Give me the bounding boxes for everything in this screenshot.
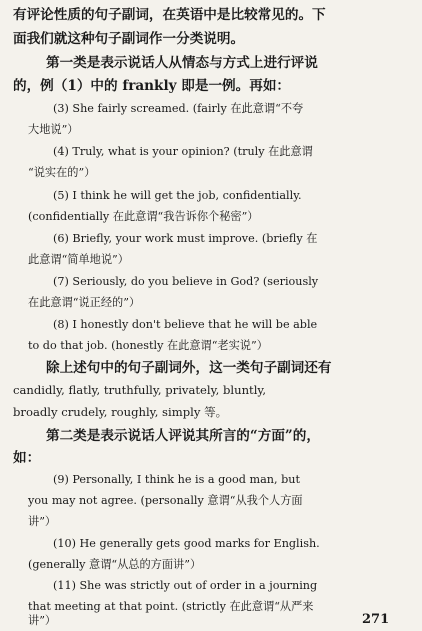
text-line-9: (5) I think he will get the job, confidentially. — [53, 189, 302, 202]
text-line-23: you may not agree. (personally 意谓“从我个人方面 — [28, 494, 303, 507]
text-line-18: candidly, flatly, truthfully, privately, bluntly, — [13, 383, 267, 397]
text-line-10: (confidentially 在此意谓“我告诉你个秘密”） — [28, 210, 259, 223]
text-line-17: 除上述句中的句子副词外，这一类句子副词还有 — [46, 360, 332, 376]
text-line-2: 面我们就这种句子副词作一分类说明。 — [13, 31, 245, 47]
text-line-24: 讲”） — [28, 515, 57, 528]
text-line-5: (3) She fairly screamed. (fairly 在此意谓“不夸 — [53, 102, 304, 115]
text-line-15: (8) I honestly don't believe that he will be able — [53, 318, 318, 331]
text-line-16: to do that job. (honestly 在此意谓“老实说”） — [28, 339, 268, 352]
text-line-1: 有评论性质的句子副词，在英语中是比较常见的。下 — [13, 7, 326, 23]
text-line-27: (11) She was strictly out of order in a journing — [53, 579, 318, 592]
text-line-14: 在此意谓“说正经的”） — [28, 296, 141, 309]
text-line-12: 此意谓“简单地说”） — [28, 253, 129, 266]
text-line-29: 讲”） — [28, 614, 57, 627]
text-line-13: (7) Seriously, do you believe in God? (seriously — [53, 275, 319, 288]
text-line-20: 第二类是表示说话人评说其所言的“方面”的， — [46, 428, 320, 444]
page-number: 271 — [362, 612, 390, 627]
text-line-11: (6) Briefly, your work must improve. (briefly 在 — [53, 232, 318, 245]
text-line-3: 第一类是表示说话人从情态与方式上进行评说 — [46, 55, 318, 71]
text-line-21: 如： — [13, 450, 41, 466]
text-line-22: (9) Personally, I think he is a good man, but — [53, 473, 300, 486]
text-line-25: (10) He generally gets good marks for English. — [53, 537, 320, 550]
text-line-7: (4) Truly, what is your opinion? (truly 在此意谓 — [53, 145, 313, 158]
text-line-8: “说实在的”） — [28, 166, 96, 179]
text-line-4: 的，例（1）中的 frankly 即是一例。再如： — [13, 78, 291, 94]
text-line-19: broadly crudely, roughly, simply 等。 — [13, 405, 228, 419]
text-line-28: that meeting at that point. (strictly 在此意谓“从严来 — [28, 600, 314, 613]
text-line-26: (generally 意谓“从总的方面讲”） — [28, 558, 202, 571]
text-line-6: 大地说”） — [28, 123, 79, 136]
